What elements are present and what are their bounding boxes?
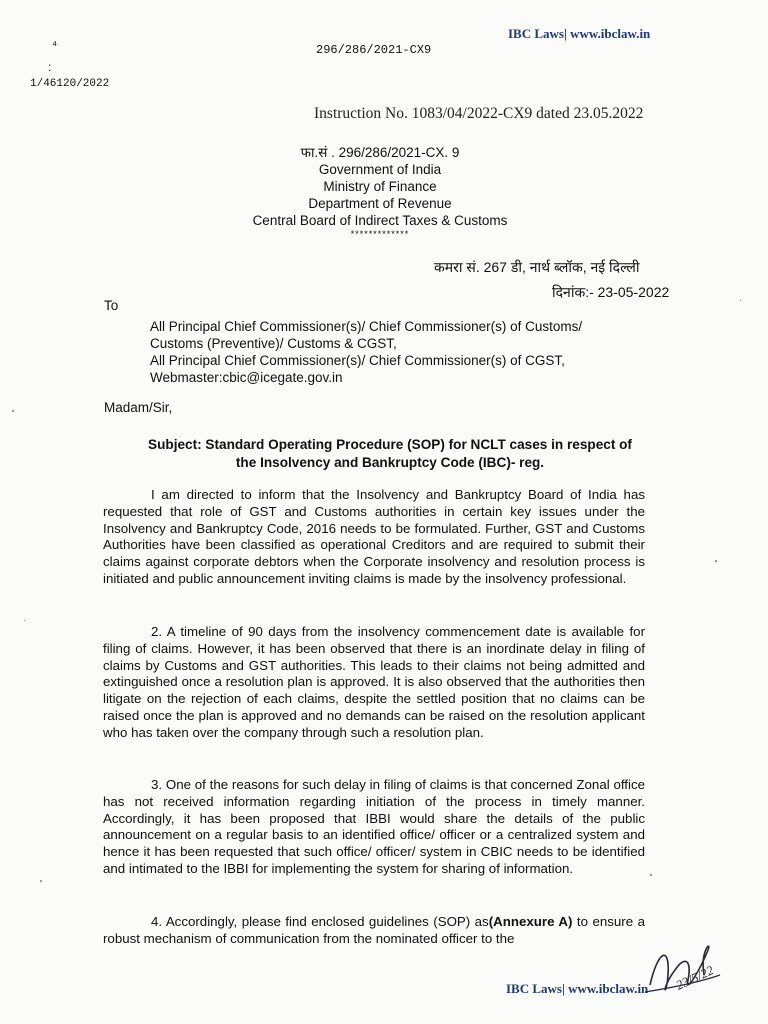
paragraph-2 <box>103 624 645 742</box>
paragraph-3 <box>103 777 645 878</box>
paragraph-4-prefix: 4. Accordingly, please find enclosed guidelines (SOP) as <box>151 914 489 929</box>
watermark-top: IBC Laws| www.ibclaw.in <box>508 26 651 41</box>
letterhead-line-4: Central Board of Indirect Taxes & Customs <box>252 213 508 228</box>
addressee-line: All Principal Chief Commissioner(s)/ Chief Commissioner(s) of CGST, <box>150 353 565 368</box>
letterhead-line-1: Government of India <box>318 162 442 177</box>
subject-block <box>120 436 660 472</box>
signature-date: 23/5/22 <box>673 962 716 993</box>
paragraph-3-text: 3. One of the reasons for such delay in filing of claims is that concerned Zonal office has not received information regarding initiation of the process in timely manner. Accordingly, it has been proposed that IBBI would share the details of the public announcement on a regular basis to an identified office/ officer or a centralized system and hence it has been requested that such office/ officer/ system in CBIC needs to be identified and intimated to the IBBI for implementing the system for sharing of information. <box>103 777 645 876</box>
paragraph-1 <box>103 487 645 588</box>
paragraph-4 <box>103 914 645 948</box>
instruction-line: Instruction No. 1083/04/2022-CX9 dated 23.05.2022 <box>314 105 644 122</box>
file-number: फा.सं . 296/286/2021-CX. 9 <box>300 145 460 160</box>
margin-reference-number: 1/46120/2022 <box>30 78 110 90</box>
annexure-reference: (Annexure A) <box>488 914 573 929</box>
to-label: To <box>104 298 119 313</box>
scan-noise <box>715 560 717 562</box>
subject-line-1: Subject: Standard Operating Procedure (SOP) for NCLT cases in respect of <box>148 437 632 452</box>
paragraph-4-suffix: to ensure a robust mechanism of communication from the nominated officer to the <box>103 914 645 946</box>
scan-noise <box>12 410 14 412</box>
paragraph-1-text: I am directed to inform that the Insolvency and Bankruptcy Board of India has requested that role of GST and Customs authorities in certain key issues under the Insolvency and Bankruptcy Code, 2016 needs to be formulated. Further, GST and Customs Authorities have been classified as operational Creditors and are required to submit their claims against corporate debtors when the Corporate insolvency and resolution process is initiated and public announcement inviting claims is made by the insolvency professional. <box>103 487 645 586</box>
addressee-line: Webmaster:cbic@icegate.gov.in <box>150 370 343 385</box>
file-number-stamp: 296/286/2021-CX9 <box>316 43 432 57</box>
margin-mark: ⁴ <box>52 38 58 52</box>
letterhead <box>220 144 540 239</box>
addressee-line: All Principal Chief Commissioner(s)/ Chief Commissioner(s) of Customs/ <box>150 319 583 334</box>
watermark-bottom: IBC Laws| www.ibclaw.in <box>506 981 649 996</box>
addressee-line: Customs (Preventive)/ Customs & CGST, <box>150 336 397 351</box>
paragraph-2-text: 2. A timeline of 90 days from the insolvency commencement date is available for filing of claims. However, it has been observed that there is an inordinate delay in filing of claims by Customs and GST authorities. This leads to their claims not being admitted and extinguished once a resolution plan is approved. It is also observed that the authorities then litigate on the rejection of each claims, despite the settled position that no claims can be raised once the plan is approved and no demands can be raised on the resolution applicant who has taken over the company through such a resolution plan. <box>103 624 645 740</box>
margin-mark-2: : <box>48 60 52 74</box>
addressee-block <box>150 318 582 386</box>
letterhead-line-3: Department of Revenue <box>308 196 452 211</box>
scan-noise <box>40 880 42 882</box>
letterhead-line-2: Ministry of Finance <box>323 179 437 194</box>
room-address: कमरा सं. 267 डी, नार्थ ब्लॉक, नई दिल्ली <box>434 259 640 275</box>
scan-noise <box>650 874 652 876</box>
letter-date: दिनांक:- 23-05-2022 <box>552 284 670 300</box>
letterhead-stars: ************* <box>350 229 410 239</box>
subject-line-2: the Insolvency and Bankruptcy Code (IBC)- reg. <box>235 455 545 470</box>
scan-noise <box>24 620 25 621</box>
scan-noise <box>740 300 741 301</box>
salutation: Madam/Sir, <box>104 400 173 415</box>
